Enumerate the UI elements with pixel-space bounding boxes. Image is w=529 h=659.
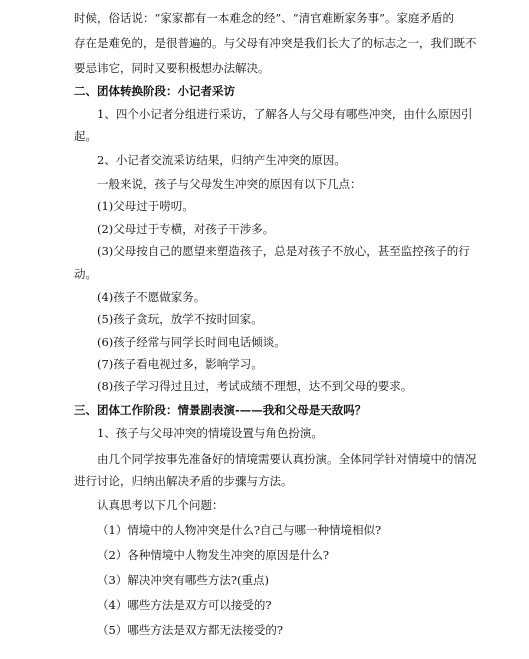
paragraph-line: 1、孩子与父母冲突的情境设置与角色扮演。 xyxy=(97,426,323,440)
paragraph-line: 1、四个小记者分组进行采访，了解各人与父母有哪些冲突，由什么原因引 xyxy=(97,107,473,121)
list-item: (7)孩子看电视过多，影响学习。 xyxy=(97,357,263,371)
list-item: (2)父母过于专横，对孩子干涉多。 xyxy=(97,222,275,236)
list-item: （4）哪些方法是双方可以接受的? xyxy=(97,598,272,612)
paragraph-line: 存在是难免的，是很普遍的。与父母有冲突是我们长大了的标志之一，我们既不 xyxy=(74,36,477,50)
list-item: （1）情境中的人物冲突是什么?自己与哪一种情境相似? xyxy=(97,523,382,537)
paragraph-line: 进行讨论，归纳出解决矛盾的步骤与方法。 xyxy=(74,474,293,488)
list-item: （2）各种情境中人物发生冲突的原因是什么? xyxy=(97,548,329,562)
paragraph-line: 起。 xyxy=(74,129,97,143)
paragraph-line: 动。 xyxy=(74,267,97,281)
paragraph-line: 2、小记者交流采访结果，归纳产生冲突的原因。 xyxy=(97,153,346,167)
list-item: (3)父母按自己的愿望来塑造孩子，总是对孩子不放心，甚至监控孩子的行 xyxy=(97,244,470,258)
paragraph-line: 要忌讳它，同时又要积极想办法解决。 xyxy=(74,61,270,75)
paragraph-line: 时候，俗话说：“家家都有一本难念的经”、“清官难断家务事”。家庭矛盾的 xyxy=(74,11,455,25)
list-item: (6)孩子经常与同学长时间电话倾谈。 xyxy=(97,335,286,349)
paragraph-line: 认真思考以下几个问题： xyxy=(97,498,224,512)
paragraph-line: 由几个同学按事先准备好的情境需要认真扮演。全体同学针对情境中的情况 xyxy=(97,452,477,466)
list-item: （5）哪些方法是双方都无法接受的? xyxy=(97,623,283,637)
list-item: (1)父母过于唠叨。 xyxy=(97,199,194,213)
list-item: （3）解决冲突有哪些方法?(重点) xyxy=(97,573,269,587)
section-heading: 二、团体转换阶段：小记者采访 xyxy=(74,84,235,98)
paragraph-line: 一般来说，孩子与父母发生冲突的原因有以下几点： xyxy=(97,177,362,191)
list-item: (4)孩子不愿做家务。 xyxy=(97,290,206,304)
list-item: (8)孩子学习得过且过，考试成绩不理想，达不到父母的要求。 xyxy=(97,379,413,393)
section-heading: 三、团体工作阶段：情景剧表演-——我和父母是天敌吗？ xyxy=(74,403,367,417)
list-item: (5)孩子贪玩，放学不按时回家。 xyxy=(97,312,263,326)
